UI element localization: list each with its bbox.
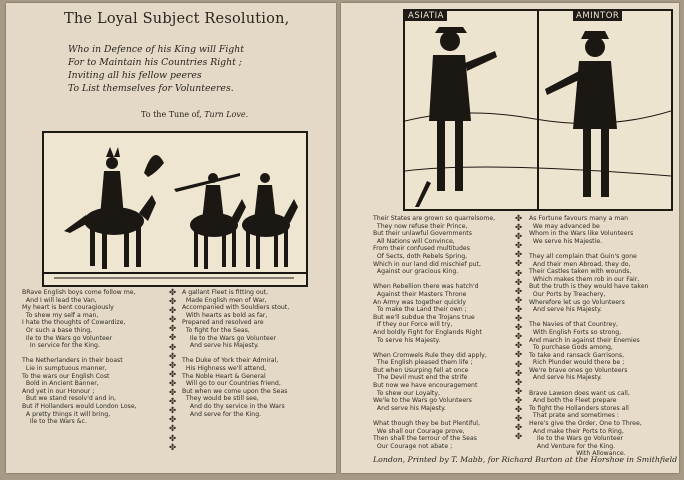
right-page [341, 3, 679, 473]
stanza-column-3: Their States are grown so quarrelsome, They now refuse their Prince, But their unlawful Governments All Nations will Convince, From their confused multitudes Of Sects, doth Rebels Spring, Which in our land did mischief put, Against our gracious King. When Rebellion there was hatch'd Against their Masters Throne An Army was together quickly To make the Land their own ; But we'll subdue the Trojans true If they our Force will try, And boldly Fight for Englands Right To serve his Majesty. When Cromwels Rule they did apply, The English pleased them life ; But when Usurping fell at once The Devil must end the strife But now we have encouragement To shew our Loyalty, We'le to the Wars go Volunteers And serve his Majesty. What though they be but Plentiful, We shall our Courage prove, Then shall the terrour of the Seas Our Courage not abate ; [373, 215, 496, 450]
woodcut-horsemen-illustration [44, 133, 306, 285]
subtitle-line: For to Maintain his Countries Right ; [68, 57, 242, 68]
figure-label-asiatia: ASIATIA [405, 11, 447, 21]
ballad-title: The Loyal Subject Resolution, [64, 11, 290, 27]
printer-imprint [373, 455, 677, 464]
fleuron-divider: ✤ ✤ ✤ ✤ ✤ ✤ ✤ ✤ ✤ ✤ ✤ ✤ ✤ ✤ ✤ ✤ ✤ ✤ [169, 288, 177, 453]
left-page [6, 3, 336, 473]
ballad-subtitle [68, 43, 244, 95]
woodcut-asiatia-amintor [403, 9, 673, 211]
tune-line [141, 110, 248, 119]
subtitle-line: Who in Defence of his King will Fight [68, 44, 244, 55]
imprint-part: at the Horshoe in [562, 455, 637, 464]
fleuron-divider: ✤ ✤ ✤ ✤ ✤ ✤ ✤ ✤ ✤ ✤ ✤ ✤ ✤ ✤ ✤ ✤ ✤ ✤ ✤ ✤ ✤ ✤ ✤ ✤ ✤ [515, 214, 523, 443]
imprint-place: Smithfield [636, 455, 678, 464]
stanza-column-4: As Fortune favours many a man We may advanced be Whom in the Wars like Volunteers We serve his Majestie. They all complain that Guin's gone And their men Abroad, they do, Their Castles taken with wounds, Which makes them rob in our Fair, But the truth is they would have taken Our Ports by Treachery, Wherefore let us go Volunteers And serve his Majesty. The Navies of that Countrey, With English Forts so strong, And march in against their Enemies To purchase Gods among, To take and ransack Garrisons, Rich Plunder would there be ; We're brave ones go Volunteers And serve his Majesty. Brave Lawson does want us call, And both the Fleet prepare To fight the Hollanders stores all That prate and sometimes : Here's give the Order, One to Three, And make their Ports to Ring, Ile to the Wars go Volunteer And Venture for the King. With Allowance. [529, 215, 649, 458]
imprint-part: London, Printed by [373, 455, 452, 464]
stanza-column-2: A gallant Fleet is fitting out, Made English men of War, Accompanied with Souldiers stout, With hearts as bold as far, Prepared and resolved are To fight for the Seas, Ile to the Wars go Volunteer And serve his Majesty. The Duke of York their Admiral, His Highness we'll attend, The Noble Heart & General Will go to our Countries friend, But when we come upon the Seas They would be still see, And do thy service in the Wars And serve for the King. [182, 289, 290, 418]
imprint-printer: T. Mabb [451, 455, 483, 464]
imprint-publisher: Richard Burton [501, 455, 563, 464]
tune-name: Turn Love. [204, 110, 249, 119]
imprint-part: , for [482, 455, 502, 464]
subtitle-line: Inviting all his fellow peeres [68, 70, 202, 81]
tune-prefix: To the Tune of, [141, 110, 202, 119]
woodcut-figures-illustration [405, 11, 671, 209]
subtitle-line: To List themselves for Volunteeres. [68, 83, 234, 94]
stanza-column-1: BRave English boys come follow me, And I will lead the Van, My heart is bent couragiously To shew my self a man, I hate the thoughts of Cowardize, Or such a base thing, Ile to the Wars go Volunteer In service for the King. The Netherlanders in their boast Lie in sumptuous manner, To the wars our English Cost Bold in Ancient Banner, And yet in our Honour ; But we stand resolv'd and in, But if Hollanders would London Lose, A pretty things it will bring, Ile to the Wars &c. [22, 289, 137, 426]
woodcut-royal-procession [42, 131, 308, 287]
figure-label-amintor: AMINTOR [573, 11, 622, 21]
